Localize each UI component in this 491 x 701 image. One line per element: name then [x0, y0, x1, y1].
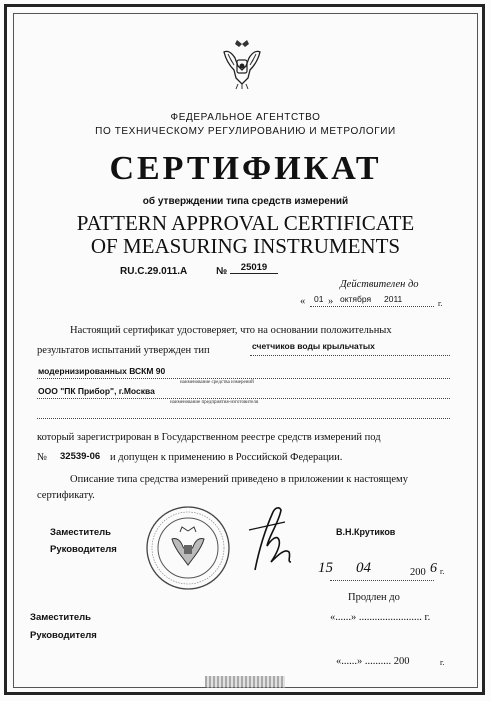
registry-line: который зарегистрирован в Государственном реестре средств измерений под	[37, 432, 381, 443]
caption-manufacturer: наименование предприятия-изготовителя	[170, 400, 259, 405]
instrument-name-1: счетчиков воды крыльчатых	[252, 341, 375, 351]
handwritten-signature-1	[245, 500, 305, 580]
certificate-subtitle-ru: об утверждении типа средств измерений	[142, 196, 349, 207]
signature-1-month: 04	[356, 560, 371, 576]
valid-month: октября	[340, 294, 372, 304]
valid-date-dotline	[310, 306, 434, 307]
agency-line-1: ФЕДЕРАЛЬНОЕ АГЕНТСТВО	[170, 112, 321, 123]
text-line-1: Настоящий сертификат удостоверяет, что на основании положительных	[70, 325, 392, 336]
signature-1-year-digit: 6	[430, 561, 437, 576]
printer-smudge	[205, 676, 285, 688]
manufacturer-dotline	[37, 398, 450, 399]
signature-1-date-suffix: г.	[440, 567, 445, 576]
caption-instrument: наименование средства измерений	[180, 380, 254, 385]
valid-day: 01	[314, 294, 324, 304]
registry-number-label: №	[37, 452, 48, 463]
manufacturer-name: ООО "ПК Прибор", г.Москва	[38, 386, 155, 396]
valid-quote-open: «	[300, 296, 306, 307]
registry-suffix: и допущен к применению в Российской Федерации.	[110, 452, 343, 463]
official-round-stamp	[145, 505, 231, 591]
agency-line-2: ПО ТЕХНИЧЕСКОМУ РЕГУЛИРОВАНИЮ И МЕТРОЛОГИИ	[95, 126, 396, 137]
number-label: №	[216, 266, 228, 277]
description-line-2: сертификату.	[37, 490, 95, 501]
valid-year-suffix: г.	[438, 299, 443, 308]
signature-1-role-line-2: Руководителя	[50, 544, 117, 555]
valid-until-label: Действителен до	[340, 279, 419, 290]
signature-1-role-line-1: Заместитель	[50, 527, 112, 538]
certificate-number: 25019	[230, 262, 278, 274]
certificate-title-ru: СЕРТИФИКАТ	[109, 150, 382, 187]
text-line-2-prefix: результатов испытаний утвержден тип	[37, 345, 210, 356]
instrument-dotline-1	[250, 355, 450, 356]
certificate-title-en-line-1: PATTERN APPROVAL CERTIFICATE	[76, 211, 415, 235]
description-line-1: Описание типа средства измерений приведено в приложении к настоящему	[70, 474, 408, 485]
signatory-name: В.Н.Крутиков	[336, 527, 396, 537]
signature-1-day: 15	[318, 560, 333, 576]
registry-number: 32539-06	[60, 451, 101, 462]
certificate-title-en-line-2: OF MEASURING INSTRUMENTS	[90, 234, 401, 258]
signature-2-role-line-1: Заместитель	[30, 612, 92, 623]
certificate-code: RU.C.29.011.A	[120, 266, 188, 277]
instrument-dotline-2	[37, 378, 450, 379]
signature-1-date-dotline	[330, 580, 434, 581]
extended-until-placeholder: «......» ........................ г.	[330, 612, 431, 623]
blank-dotline	[37, 418, 450, 419]
signature-1-year-prefix: 200	[410, 567, 426, 578]
extended-until-label: Продлен до	[348, 592, 400, 603]
signature-2-date-placeholder: «......» .......... 200	[336, 656, 410, 667]
valid-quote-close: »	[328, 296, 334, 307]
double-headed-eagle-emblem	[218, 38, 266, 90]
valid-year: 2011	[384, 294, 403, 304]
signature-2-date-suffix: г.	[440, 658, 445, 667]
instrument-name-2: модернизированных ВСКМ 90	[38, 366, 166, 376]
signature-2-role-line-2: Руководителя	[30, 630, 97, 641]
